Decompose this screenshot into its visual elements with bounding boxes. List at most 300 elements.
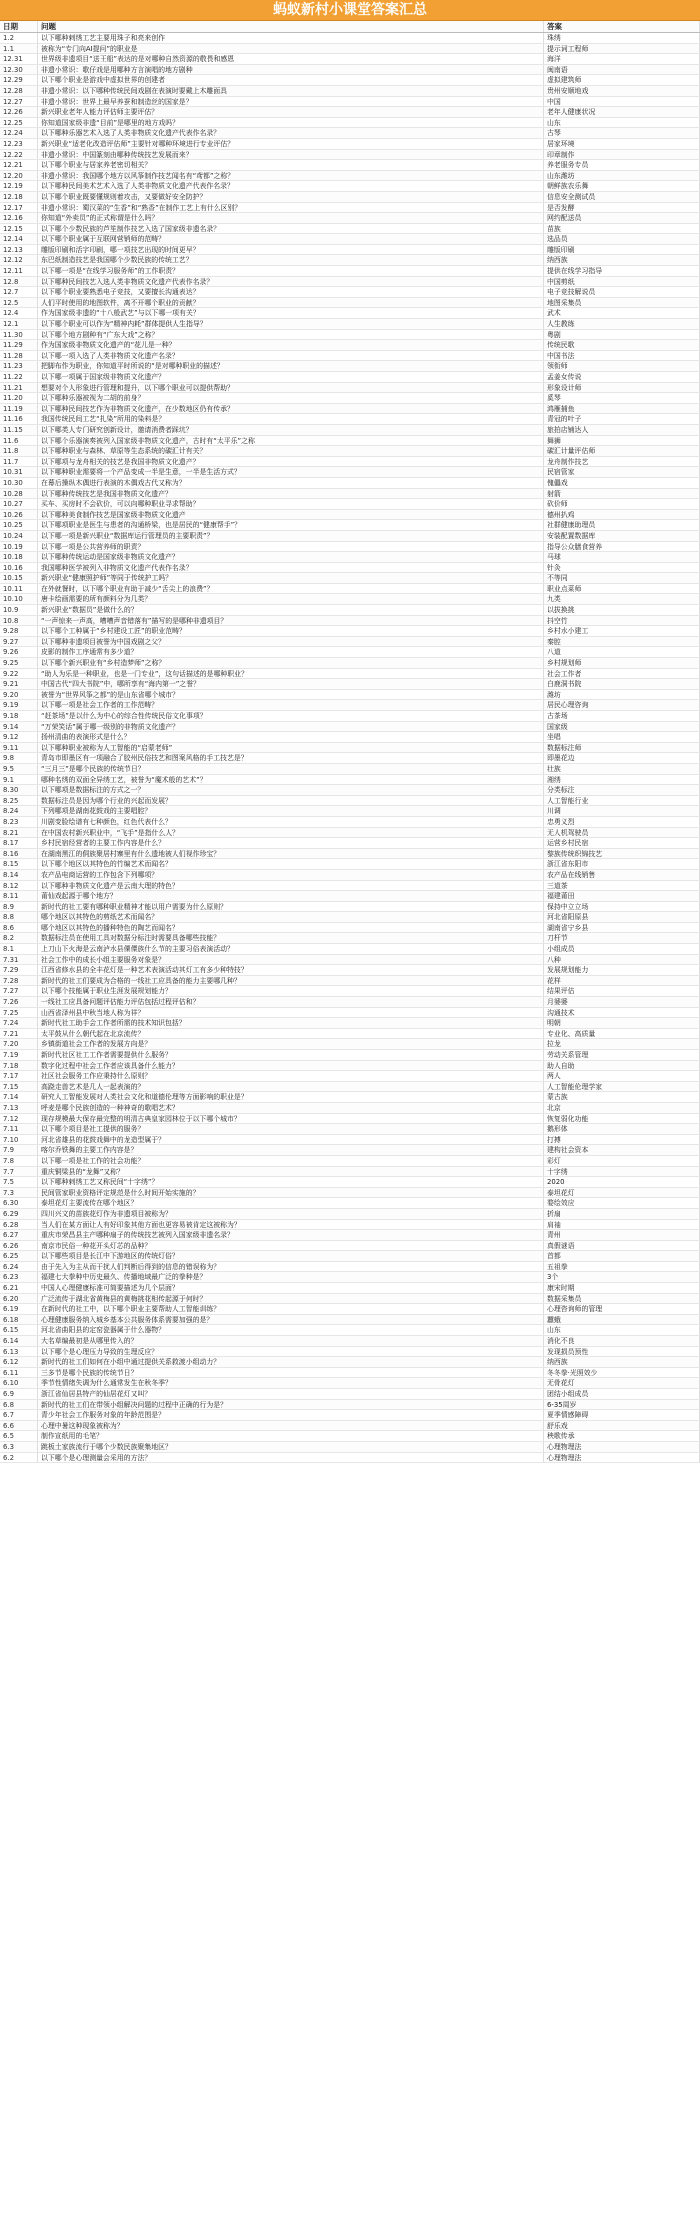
row-question: 乡镇街道社会工作者的发展方向是？ [38, 1039, 544, 1049]
row-question: 高跷走兽艺术是几人一起表演的？ [38, 1082, 544, 1092]
table-row [0, 457, 700, 468]
row-date: 10.16 [0, 563, 38, 573]
row-question: 以下哪项职业是医生与患者的沟通桥梁，也是居民的“健康帮手”？ [38, 520, 544, 530]
row-question: 以下哪种乐器被视为二胡的前身？ [38, 393, 544, 403]
row-date: 8.17 [0, 838, 38, 848]
table-row [0, 160, 700, 171]
table-row [0, 308, 700, 319]
row-date: 10.28 [0, 489, 38, 499]
row-date: 6.10 [0, 1378, 38, 1388]
table-row [0, 1304, 700, 1315]
row-answer: 安装配置数据库 [544, 531, 700, 541]
row-answer: 蠶蛾 [544, 1315, 700, 1325]
row-answer: 6-35周岁 [544, 1400, 700, 1410]
row-question: 数字化过程中社会工作者应该具备什么能力？ [38, 1061, 544, 1071]
row-date: 8.15 [0, 859, 38, 869]
row-question: 在新时代的社工中，以下哪个职业主要帮助人工智能训练？ [38, 1304, 544, 1314]
row-date: 10.11 [0, 584, 38, 594]
table-row [0, 775, 700, 786]
row-question: 社区社会服务工作应秉持什么原则？ [38, 1071, 544, 1081]
row-question: 乡村民宿经营者的主要工作内容是什么？ [38, 838, 544, 848]
row-date: 8.14 [0, 870, 38, 880]
table-row [0, 669, 700, 680]
row-answer: 鸿雁捕鱼 [544, 404, 700, 414]
row-question: 以下哪一项是社会工作者的工作范畴？ [38, 700, 544, 710]
row-question: 重庆铜梁县的“龙舞”又称？ [38, 1167, 544, 1177]
row-question: 江西省修水县的全丰花灯是一种艺术表演活动其灯工有多少种特技？ [38, 965, 544, 975]
table-row [0, 234, 700, 245]
row-date: 12.23 [0, 139, 38, 149]
row-question: 三多节是哪个民族的传统节日？ [38, 1368, 544, 1378]
table-row [0, 965, 700, 976]
row-answer: 居民心理咨询 [544, 700, 700, 710]
row-answer: 砍价师 [544, 499, 700, 509]
row-date: 6.30 [0, 1198, 38, 1208]
row-question: 以下哪种职业被称为人工智能的“启蒙老师” [38, 743, 544, 753]
row-question: 非遗小常识：歌仔戏是用哪种方言演唱的地方剧种 [38, 65, 544, 75]
row-date: 9.19 [0, 700, 38, 710]
row-answer: 明朝 [544, 1018, 700, 1028]
row-question: 社会工作中的成长小组主要服务对象是？ [38, 955, 544, 965]
row-question: 以下哪种美食制作技艺是国家级非物质文化遗产 [38, 510, 544, 520]
row-question: 以下哪个是心理测量会采用的方法？ [38, 1453, 544, 1463]
row-answer: 舒乐戏 [544, 1421, 700, 1431]
row-date: 6.28 [0, 1220, 38, 1230]
row-answer: 夏季情感障碍 [544, 1410, 700, 1420]
row-question: 以下哪种非遗项目被誉为中国戏剧之父？ [38, 637, 544, 647]
row-date: 12.13 [0, 245, 38, 255]
row-date: 7.14 [0, 1092, 38, 1102]
row-date: 11.22 [0, 372, 38, 382]
row-date: 6.27 [0, 1230, 38, 1240]
row-question: 制作宣纸用的毛笔？ [38, 1431, 544, 1441]
row-question: 一线社工应具备问题评估能力评估包括过程评估和？ [38, 997, 544, 1007]
row-answer: 北京 [544, 1103, 700, 1113]
row-date: 11.8 [0, 446, 38, 456]
sheet-title: 蚂蚁新村小课堂答案汇总 [0, 0, 700, 21]
row-question: 以下哪种刺绣工艺又称民间“十字绣”？ [38, 1177, 544, 1187]
row-question: 由于先入为主从而干扰人们判断后得到的信息的错误称为？ [38, 1262, 544, 1272]
row-answer: 五祖拳 [544, 1262, 700, 1272]
row-question: 以下哪种乐器艺术入选了人类非物质文化遗产代表作名录？ [38, 128, 544, 138]
table-row [0, 1092, 700, 1103]
row-answer: 乡村水小建工 [544, 626, 700, 636]
row-date: 10.31 [0, 467, 38, 477]
row-question: 河北省曲阳县的定窑瓷器属于什么器物？ [38, 1325, 544, 1335]
row-date: 6.11 [0, 1368, 38, 1378]
row-date: 11.6 [0, 436, 38, 446]
row-answer: 拉龙 [544, 1039, 700, 1049]
row-answer: 沟通技术 [544, 1008, 700, 1018]
row-answer: 射箭 [544, 489, 700, 499]
row-date: 6.7 [0, 1410, 38, 1420]
row-date: 7.24 [0, 1018, 38, 1028]
row-question: 买车、买房时不会砍价，可以向哪种职业寻求帮助？ [38, 499, 544, 509]
row-question: 现存规模最大保存最完整的明清古典皇家园林位于以下哪个城市？ [38, 1114, 544, 1124]
row-question: 你知道国家级非遗“目前”是哪里的地方戏吗？ [38, 118, 544, 128]
row-date: 6.18 [0, 1315, 38, 1325]
row-answer: 花样 [544, 976, 700, 986]
header-date: 日期 [0, 21, 38, 32]
row-question: 以下哪个乐器演奏被列入国家级非物质文化遗产，古时有“太平乐”之称 [38, 436, 544, 446]
row-date: 8.25 [0, 796, 38, 806]
row-answer: 中国书法 [544, 351, 700, 361]
row-answer: 孟姜女传说 [544, 372, 700, 382]
row-question: 在外就餐时，以下哪个职业有助于减少“舌尖上的浪费”？ [38, 584, 544, 594]
table-row [0, 245, 700, 256]
row-question: 以下哪种民间技艺入选人类非物质文化遗产代表作名录？ [38, 277, 544, 287]
row-date: 12.11 [0, 266, 38, 276]
row-question: 扬州清曲的表演形式是什么？ [38, 732, 544, 742]
row-answer: 蒙古族 [544, 1092, 700, 1102]
row-answer: 恢复弱化功能 [544, 1114, 700, 1124]
row-question: 哪种名绣的双面全异绣工艺，被誉为“魔术般的艺术”？ [38, 775, 544, 785]
row-question: 喀尔乔铁舞的主要工作内容是？ [38, 1145, 544, 1155]
row-answer: 浙江省东阳市 [544, 859, 700, 869]
row-question: 以下哪种刺绣工艺主要用珠子和亮来创作 [38, 33, 544, 43]
row-date: 12.25 [0, 118, 38, 128]
table-row [0, 1103, 700, 1114]
row-date: 12.16 [0, 213, 38, 223]
table-row [0, 955, 700, 966]
table-row [0, 817, 700, 828]
table-row [0, 1241, 700, 1252]
table-row [0, 150, 700, 161]
row-answer: 冬冬拳·光照效少 [544, 1368, 700, 1378]
table-row [0, 1039, 700, 1050]
row-question: 把脚布作为职业，你知道平时所说的“是对哪种职业的描述？ [38, 361, 544, 371]
table-row [0, 690, 700, 701]
row-date: 9.28 [0, 626, 38, 636]
row-date: 7.31 [0, 955, 38, 965]
header-question: 问题 [38, 21, 544, 32]
row-answer: 形象设计师 [544, 383, 700, 393]
table-row [0, 33, 700, 44]
row-answer: 折扇 [544, 1209, 700, 1219]
table-row [0, 192, 700, 203]
row-answer: 山东 [544, 118, 700, 128]
row-date: 8.8 [0, 912, 38, 922]
row-date: 12.7 [0, 287, 38, 297]
row-question: 以下哪个新兴职业有“乡村造梦师”之称？ [38, 658, 544, 668]
row-date: 10.18 [0, 552, 38, 562]
row-answer: 不等同 [544, 573, 700, 583]
row-question: “一声惊来一声高，嘈嘈声音错落有”描写的是哪种非遗项目？ [38, 616, 544, 626]
table-row [0, 510, 700, 521]
row-date: 9.20 [0, 690, 38, 700]
row-question: 以下哪个职业可以作为“精神内耗”群体提供人生指导？ [38, 319, 544, 329]
row-date: 7.27 [0, 986, 38, 996]
table-row [0, 563, 700, 574]
row-date: 7.25 [0, 1008, 38, 1018]
row-question: 当人们在某方面让人有好印象其他方面也更容易被肯定这被称为？ [38, 1220, 544, 1230]
table-row [0, 1262, 700, 1273]
row-question: 以下哪个项目是社工提供的服务？ [38, 1124, 544, 1134]
table-row [0, 912, 700, 923]
row-question: 非遗小常识：蜀汉菜的“生香”和“熟香”在制作工艺上有什么区别？ [38, 203, 544, 213]
table-row [0, 838, 700, 849]
row-answer: 潍坊 [544, 690, 700, 700]
row-question: 作为国家级非物质文化遗产的“花儿是一种？ [38, 340, 544, 350]
table-row [0, 1347, 700, 1358]
row-answer: 3个 [544, 1272, 700, 1282]
table-row [0, 1061, 700, 1072]
row-question: 新时代的社工要有哪种职业精神才能以用户需要为什么原则？ [38, 902, 544, 912]
row-question: 新兴职业“数据员”是做什么的？ [38, 605, 544, 615]
row-question: 青岛市即墨区有一项融合了胶州民俗技艺和图案风格的手工技艺是？ [38, 753, 544, 763]
row-date: 12.5 [0, 298, 38, 308]
table-row [0, 181, 700, 192]
row-question: 以下哪个职业要熟悉电子竞技，又要擅长沟通表达？ [38, 287, 544, 297]
table-row [0, 1071, 700, 1082]
table-row [0, 520, 700, 531]
row-question: 上刀山下火海是云南泸水县傈僳族什么节的主要习俗表演活动？ [38, 944, 544, 954]
row-answer: 建构社会资本 [544, 1145, 700, 1155]
table-row [0, 128, 700, 139]
row-answer: 传统民歌 [544, 340, 700, 350]
row-answer: 结果评估 [544, 986, 700, 996]
row-question: 新时代社区社工工作者需要提供什么服务？ [38, 1050, 544, 1060]
table-row [0, 1251, 700, 1262]
table-row [0, 1378, 700, 1389]
row-question: 河北省雄县的花鼓戏舞中的龙造型属于？ [38, 1135, 544, 1145]
row-answer: 领衔师 [544, 361, 700, 371]
table-row [0, 849, 700, 860]
row-date: 10.30 [0, 478, 38, 488]
row-date: 6.5 [0, 1431, 38, 1441]
row-answer: 康宋时期 [544, 1283, 700, 1293]
row-question: 太平鼓从什么朝代起在北京流传？ [38, 1029, 544, 1039]
row-date: 11.21 [0, 383, 38, 393]
table-row [0, 1453, 700, 1464]
row-date: 12.8 [0, 277, 38, 287]
row-question: 心理健康服务纳入城乡基本公共服务体系需要加强的是？ [38, 1315, 544, 1325]
row-question: 新兴职业老年人能力评估师主要评估？ [38, 107, 544, 117]
row-date: 8.9 [0, 902, 38, 912]
row-date: 12.1 [0, 319, 38, 329]
row-question: 以下哪个职业是游戏中虚拟世界的创建者 [38, 75, 544, 85]
table-row [0, 478, 700, 489]
table-row [0, 1357, 700, 1368]
row-answer: 无骨花灯 [544, 1378, 700, 1388]
row-question: 以下哪个职业与居家养老密切相关？ [38, 160, 544, 170]
row-question: 川剧变脸绘谱有七种颜色，红色代表什么？ [38, 817, 544, 827]
row-answer: 发现损员预性 [544, 1347, 700, 1357]
row-date: 11.15 [0, 425, 38, 435]
row-date: 9.27 [0, 637, 38, 647]
row-answer: 抖空竹 [544, 616, 700, 626]
row-answer: 婺绘效应 [544, 1198, 700, 1208]
row-answer: 社群健康助理员 [544, 520, 700, 530]
row-date: 6.13 [0, 1347, 38, 1357]
table-row [0, 1283, 700, 1294]
row-answer: 首都 [544, 1251, 700, 1261]
row-date: 10.25 [0, 520, 38, 530]
row-answer: 数据标注师 [544, 743, 700, 753]
row-date: 7.18 [0, 1061, 38, 1071]
table-row [0, 266, 700, 277]
row-question: “助人为乐是一种职业，也是一门专业”，这句话描述的是哪种职业？ [38, 669, 544, 679]
row-answer: 2020 [544, 1177, 700, 1187]
table-row [0, 1114, 700, 1125]
row-date: 9.8 [0, 753, 38, 763]
row-question: 以下哪一项是新兴职业“数据库运行管理员的主要职责”？ [38, 531, 544, 541]
row-answer: 八种 [544, 955, 700, 965]
row-question: 以下哪一项是社工作的社会功能？ [38, 1156, 544, 1166]
row-date: 10.9 [0, 605, 38, 615]
row-date: 11.19 [0, 404, 38, 414]
row-question: 非遗小常识：以下哪种传统民间戏剧在表演时要戴上木雕面具 [38, 86, 544, 96]
row-answer: 旅拍店铺达人 [544, 425, 700, 435]
row-date: 6.23 [0, 1272, 38, 1282]
table-row [0, 891, 700, 902]
row-answer: 海洋 [544, 54, 700, 64]
row-answer: 助人自助 [544, 1061, 700, 1071]
table-row [0, 806, 700, 817]
row-date: 7.17 [0, 1071, 38, 1081]
row-question: 新时代的社工们在带领小组解决问题的过程中正确的行为是？ [38, 1400, 544, 1410]
table-row [0, 361, 700, 372]
row-date: 9.5 [0, 764, 38, 774]
row-date: 12.15 [0, 224, 38, 234]
row-answer: 居家环境 [544, 139, 700, 149]
row-answer: 专业化、高质量 [544, 1029, 700, 1039]
row-answer: 雕版印刷 [544, 245, 700, 255]
row-date: 8.23 [0, 817, 38, 827]
table-row [0, 330, 700, 341]
table-row [0, 1050, 700, 1061]
row-date: 12.30 [0, 65, 38, 75]
table-row [0, 870, 700, 881]
row-answer: 傀儡戏 [544, 478, 700, 488]
table-row [0, 700, 700, 711]
row-date: 6.19 [0, 1304, 38, 1314]
table-row [0, 1442, 700, 1453]
table-row [0, 1082, 700, 1093]
row-question: 以下哪一项是公共营养师的职责？ [38, 542, 544, 552]
row-date: 7.28 [0, 976, 38, 986]
row-question: 民间管家职业资格评定规范是什么时间开始实施的？ [38, 1188, 544, 1198]
row-answer: 人工智能行业 [544, 796, 700, 806]
row-answer: 数据采集员 [544, 1294, 700, 1304]
row-question: 人们平时使用的地图软件，离不开哪个职业的贡献？ [38, 298, 544, 308]
table-row [0, 287, 700, 298]
row-question: 在中国农村新兴职业中，“飞手”是指什么人？ [38, 828, 544, 838]
row-date: 9.1 [0, 775, 38, 785]
row-date: 7.11 [0, 1124, 38, 1134]
table-row [0, 1156, 700, 1167]
table-row [0, 404, 700, 415]
row-answer: 心理物理法 [544, 1453, 700, 1463]
table-row [0, 722, 700, 733]
row-answer: 运营乡村民宿 [544, 838, 700, 848]
table-row [0, 605, 700, 616]
row-answer: 心理物理法 [544, 1442, 700, 1452]
table-row [0, 277, 700, 288]
row-answer: 苗族 [544, 224, 700, 234]
row-answer: 心理咨询师的管理 [544, 1304, 700, 1314]
row-answer: 珠绣 [544, 33, 700, 43]
row-question: 青少年社会工作服务对象的年龄范围是？ [38, 1410, 544, 1420]
row-question: 东巴纸制造技艺是我国哪个少数民族的传统工艺？ [38, 255, 544, 265]
table-row [0, 658, 700, 669]
row-answer: 山东潍坊 [544, 171, 700, 181]
table-row [0, 224, 700, 235]
row-date: 12.26 [0, 107, 38, 117]
row-date: 8.6 [0, 923, 38, 933]
row-date: 8.16 [0, 849, 38, 859]
table-row [0, 118, 700, 129]
row-question: 以下哪个是心理压力导致的生理反应？ [38, 1347, 544, 1357]
row-date: 8.2 [0, 933, 38, 943]
row-answer: 朝鲜族农乐舞 [544, 181, 700, 191]
row-question: 研究人工智能发展对人类社会文化和道德伦理等方面影响的职业是？ [38, 1092, 544, 1102]
row-date: 9.11 [0, 743, 38, 753]
row-question: 以下哪个工种属于“乡村建设工匠”的职业范畴？ [38, 626, 544, 636]
table-row [0, 573, 700, 584]
table-row [0, 584, 700, 595]
table-row [0, 764, 700, 775]
table-row [0, 1220, 700, 1231]
row-answer: 人生教练 [544, 319, 700, 329]
row-date: 6.2 [0, 1453, 38, 1463]
table-header [0, 21, 700, 33]
row-date: 12.19 [0, 181, 38, 191]
table-row [0, 785, 700, 796]
row-question: 心理中暑这种现象被称为？ [38, 1421, 544, 1431]
row-answer: 纳西族 [544, 255, 700, 265]
row-question: 在湖南黑江的侗族聚居村寨里有什么遗地被人们视作珍宝？ [38, 849, 544, 859]
row-date: 8.24 [0, 806, 38, 816]
row-answer: 德州扒鸡 [544, 510, 700, 520]
table-row [0, 732, 700, 743]
table-row [0, 255, 700, 266]
table-row [0, 986, 700, 997]
table-row [0, 933, 700, 944]
row-question: 季节性情绪失调为什么通常发生在秋冬季？ [38, 1378, 544, 1388]
row-date: 8.30 [0, 785, 38, 795]
row-date: 6.8 [0, 1400, 38, 1410]
row-question: 下列哪项是湖南花鼓戏的主要唱腔？ [38, 806, 544, 816]
row-question: 非遗小常识：世界上最早养蚕和制造丝的国家是？ [38, 97, 544, 107]
row-date: 6.25 [0, 1251, 38, 1261]
row-answer: 即墨花边 [544, 753, 700, 763]
table-row [0, 616, 700, 627]
table-row [0, 1198, 700, 1209]
row-date: 6.6 [0, 1421, 38, 1431]
row-answer: 泰坦花灯 [544, 1188, 700, 1198]
row-answer: 无人机驾驶员 [544, 828, 700, 838]
row-question: 跳板土家族流行于哪个少数民族聚集地区？ [38, 1442, 544, 1452]
row-question: 被称为“专门向AI提问”的职业是 [38, 44, 544, 54]
row-answer: 真假谜语 [544, 1241, 700, 1251]
row-question: 以下哪个技能属于职业生涯发展规划能力？ [38, 986, 544, 996]
table-row [0, 1294, 700, 1305]
row-date: 8.1 [0, 944, 38, 954]
row-answer: 职业点菜师 [544, 584, 700, 594]
table-row [0, 531, 700, 542]
row-answer: 打搏 [544, 1135, 700, 1145]
table-row [0, 65, 700, 76]
row-date: 8.11 [0, 891, 38, 901]
row-date: 7.20 [0, 1039, 38, 1049]
row-answer: 武术 [544, 308, 700, 318]
table-row [0, 1177, 700, 1188]
row-question: 重庆市荣昌县主产哪种扇子的传统技艺被列入国家级非遗名录？ [38, 1230, 544, 1240]
table-row [0, 44, 700, 55]
row-question: 以下哪个少数民族的芦笙制作技艺入选了国家级非遗名录？ [38, 224, 544, 234]
row-answer: 龙舟制作技艺 [544, 457, 700, 467]
